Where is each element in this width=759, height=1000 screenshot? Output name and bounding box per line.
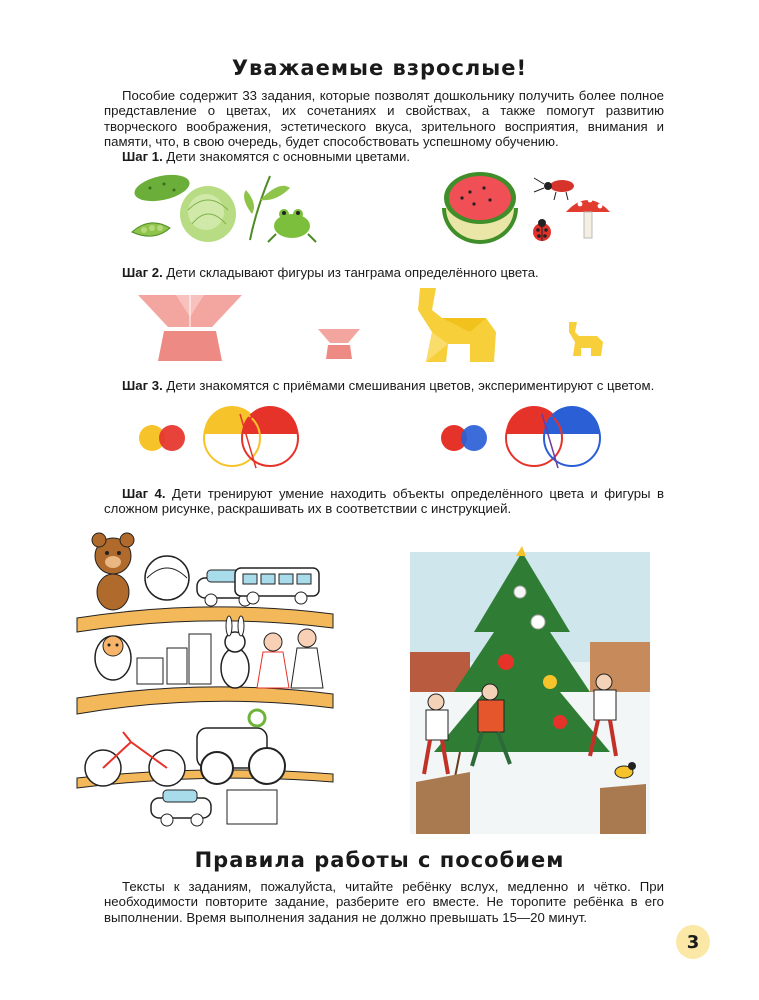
step-3-label: Шаг 3. (122, 378, 163, 393)
page-number-badge (676, 925, 710, 959)
rules-paragraph: Тексты к заданиям, пожалуйста, читайте ребёнку вслух, медленно и чётко. При необходимости повторите задание, разберите его вместе. Не торопите ребёнка в его выполнении. Время выполнения задания не должно превышать 15—20 минут. (104, 879, 664, 925)
tangram-pink-small (318, 329, 360, 359)
step-2 (104, 265, 664, 280)
rules-title: Правила работы с пособием (194, 848, 565, 872)
beetle-icon (534, 178, 574, 200)
tangram-yellow-small (567, 322, 603, 356)
red-objects-illustration (438, 170, 618, 250)
page-title: Уважаемые взрослые! (231, 56, 528, 80)
toys-coloring-picture (77, 528, 333, 830)
step-4 (104, 486, 664, 517)
mushroom-icon (566, 198, 610, 238)
cabbage-icon (180, 186, 236, 242)
cucumber-icon (132, 170, 192, 205)
tangram-yellow-large (412, 288, 496, 362)
step-1 (104, 149, 664, 164)
step-3 (104, 378, 664, 393)
frog-icon (268, 209, 316, 242)
color-mixing-yellow-red (136, 408, 306, 474)
page-number: 3 (686, 931, 700, 953)
step-2-text: Дети складывают фигуры из танграма определённого цвета. (166, 265, 539, 280)
ladybug-icon (533, 219, 551, 241)
step-1-text: Дети знакомятся с основными цветами. (166, 149, 411, 164)
step-1-label: Шаг 1. (122, 149, 163, 164)
step-4-text: Дети тренируют умение находить объекты определённого цвета и фигуры в сложном рисунке, раскрашивать их в соответствии с инструкцией. (104, 486, 664, 517)
peas-icon (132, 223, 170, 236)
step-4-label: Шаг 4. (122, 486, 166, 501)
step-3-text: Дети знакомятся с приёмами смешивания цветов, экспериментируют с цветом. (166, 378, 655, 393)
green-objects-illustration (130, 170, 320, 250)
color-mixing-red-blue (440, 408, 610, 474)
tangram-pink-large (138, 295, 242, 361)
step-2-label: Шаг 2. (122, 265, 163, 280)
winter-christmas-tree-picture (410, 552, 650, 834)
intro-paragraph: Пособие содержит 33 задания, которые позволят дошкольнику получить более полное представление о цветах, их сочетаниях и свойствах, а также помогут развитию творческого воображения, эстетического вкуса, зрительного восприятия, внимания и памяти, что, в свою очередь, будет способствовать успешному обучению. (104, 88, 664, 150)
watermelon-icon (442, 172, 518, 244)
matryoshka-icon (95, 636, 131, 680)
